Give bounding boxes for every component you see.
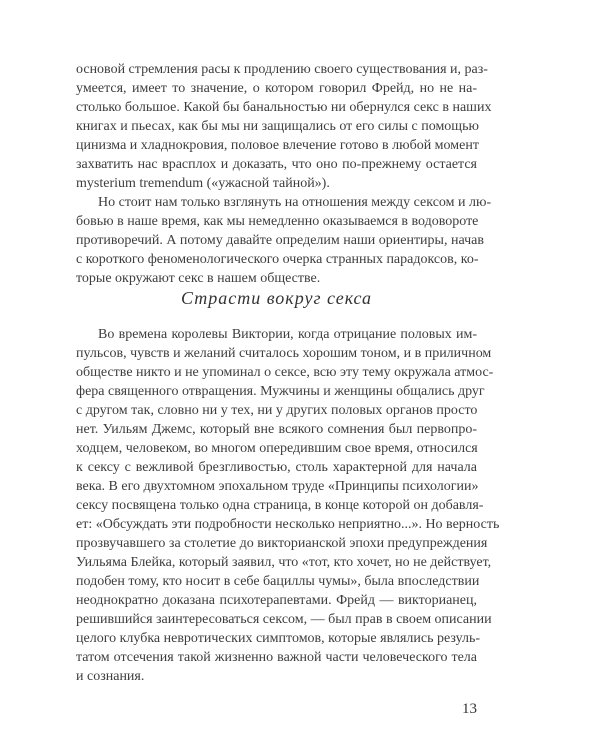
text-line: торые окружают секс в нашем обществе. [76, 271, 321, 286]
text-line: цинизма и хладнокровия, половое влечение готово в любой момент [76, 138, 479, 153]
text-line: столько большое. Какой бы банальностью ни обернулся секс в наших [76, 100, 492, 115]
text-line: татом отсечения такой жизненно важной части человеческого тела [76, 650, 477, 665]
text-line: с другом так, словно ни у тех, ни у других половых органов просто [76, 403, 478, 418]
text-line: противоречий. А потому давайте определим наши ориентиры, начав [76, 233, 484, 248]
text-line: века. В его двухтомном эпохальном труде «Принципы психологии» [76, 479, 479, 494]
text-line: нет. Уильям Джемс, который вне всякого сомнения был первопро- [76, 422, 477, 437]
text-line: прозвучавшего за столетие до викторианской эпохи предупреждения [76, 536, 488, 551]
text-line: сексу посвящена только одна страница, в конце которой он добавля- [76, 498, 484, 513]
text-line: фера священного отвращения. Мужчины и женщины общались друг [76, 384, 485, 399]
text-line: и сознания. [76, 669, 145, 684]
text-line: бовью в наше время, как мы немедленно оказываемся в водовороте [76, 214, 479, 229]
text-line: целого клубка невротических симптомов, которые являлись резуль- [76, 631, 481, 646]
text-line: основой стремления расы к продлению своего существования и, раз- [76, 62, 488, 77]
section-heading: Страсти вокруг секса [180, 288, 373, 308]
text-line: захватить нас врасплох и доказать, что оно по-прежнему остается [76, 157, 477, 172]
text-line: умеется, имеет то значение, о котором говорил Фрейд, но не на- [76, 81, 477, 96]
text-line: ет: «Обсуждать эти подробности несколько неприятно...». Но верность [76, 517, 500, 532]
paragraph-2 [76, 193, 492, 288]
text-line: подобен тому, кто носит в себе бациллы чумы», была впоследствии [76, 574, 480, 589]
text-line: с короткого феноменологического очерка странных парадоксов, ко- [76, 252, 479, 267]
text-line: к сексу с вежливой брезгливостью, столь характерной для начала [76, 460, 477, 475]
text-line: неоднократно доказана психотерапевтами. Фрейд — викторианец, [76, 593, 477, 608]
text-line: mysterium tremendum («ужасной тайной»). [76, 176, 330, 191]
paragraph-1 [76, 60, 492, 193]
text-line: Уильяма Блейка, который заявил, что «тот, кто хочет, но не действует, [76, 555, 492, 570]
text-line: книгах и пьесах, как бы мы ни защищались от его силы с помощью [76, 119, 479, 134]
text-line: обществе никто и не упоминал о сексе, всю эту тему окружала атмос- [76, 365, 494, 380]
text-line: пульсов, чувств и желаний считалось хорошим тоном, и в приличном [76, 346, 492, 361]
text-line: ходцем, человеком, во многом опередившим свое время, относился [76, 441, 478, 456]
text-line: Во времена королевы Виктории, когда отрицание половых им- [98, 327, 477, 342]
text-line: решившийся заинтересоваться сексом, — был прав в своем описании [76, 612, 492, 627]
paragraph-3 [76, 325, 500, 686]
page-number: 13 [462, 701, 477, 717]
text-line: Но стоит нам только взглянуть на отношения между сексом и лю- [98, 195, 492, 210]
